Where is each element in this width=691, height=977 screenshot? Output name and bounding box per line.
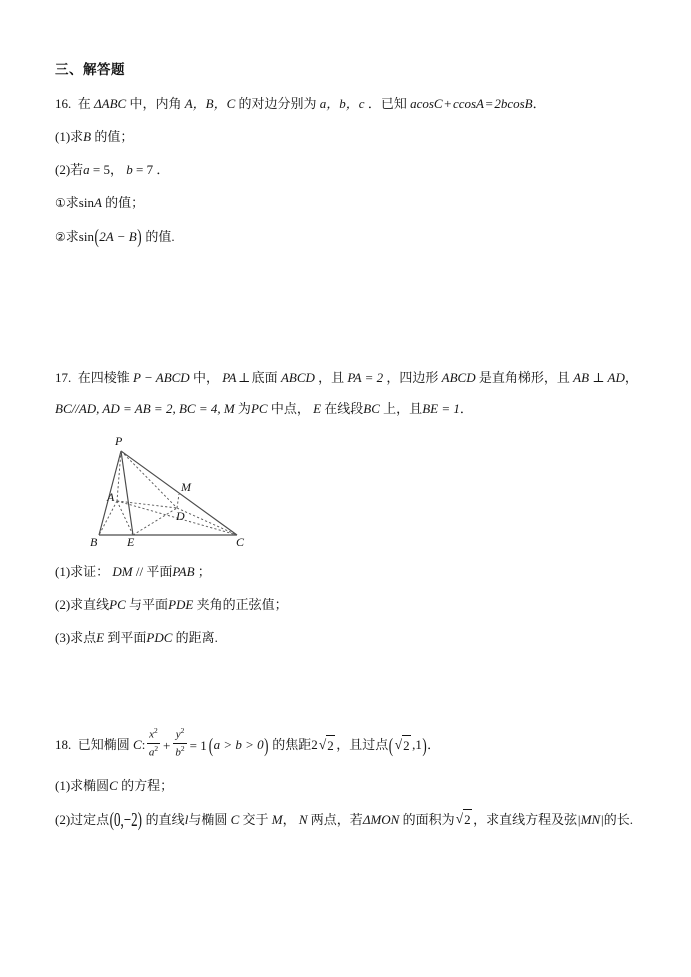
fixed-point-value: (0,−2): [109, 807, 142, 831]
problem-16-part-2: [55, 160, 645, 180]
part-1-suffix: 的值；: [94, 129, 134, 145]
solid-edges-group: [99, 451, 237, 535]
point-paren-close: ): [422, 733, 427, 757]
spacer-after-problem-17: [55, 661, 645, 727]
equation-plus: +: [444, 96, 452, 111]
p17-part-2-mid: 与平面: [129, 597, 169, 613]
numerator-y: y: [175, 729, 181, 742]
pyramid-name: P − ABCD: [133, 369, 190, 385]
plane-pdc: PDC: [146, 630, 173, 646]
figure-vertex-label-e: E: [127, 534, 135, 549]
problem-18-part-1: [55, 776, 645, 796]
angles-list: A，B，C: [184, 96, 236, 111]
numerator-x: x: [149, 729, 154, 742]
fraction-y-squared-over-b-squared: [173, 727, 186, 758]
edge-a-d: [117, 501, 177, 508]
p17-text-2: 中，: [192, 369, 219, 385]
base-abcd: ABCD: [280, 369, 315, 385]
p18-part-2-g: 的长.: [603, 811, 634, 827]
focal-radicand: 2: [326, 735, 336, 756]
p17-text-10: 在线段: [324, 400, 364, 416]
edge-a-b: [99, 501, 117, 535]
part-1-prefix: (1)求: [55, 129, 84, 145]
stem-text-2: 中，内角: [129, 96, 182, 111]
point-m: M: [271, 811, 283, 827]
document-content: [55, 58, 645, 843]
sub-1-suffix: 的值；: [105, 195, 145, 211]
sides-list: a，b，c: [319, 96, 365, 111]
a-exponent: 2: [154, 743, 159, 753]
p17-text-8: 为: [237, 400, 251, 416]
part-2-val-a: = 5，: [92, 162, 124, 178]
point-sqrt: [395, 735, 412, 756]
p18-focal-prefix: 的焦距: [272, 737, 312, 753]
problem-16-part-2-sub-1: [55, 193, 645, 213]
triangle-abc: ΔABC: [94, 96, 127, 111]
p17-text-1: 在四棱锥: [77, 369, 130, 385]
p18-part-1-prefix: (1)求椭圆: [55, 777, 110, 793]
equation-equals: =: [485, 96, 493, 111]
problem-18-number: 18.: [55, 737, 72, 753]
ellipse-name-3: C: [230, 811, 240, 827]
point-radicand: 2: [402, 735, 412, 756]
point-n: N: [298, 811, 308, 827]
problem-18: [55, 727, 645, 830]
problem-17: [55, 368, 645, 649]
stem-text-4: ．已知: [367, 96, 407, 111]
sub-1-prefix: 求: [65, 195, 79, 211]
line-l: l: [184, 811, 189, 827]
segment-pc: PC: [250, 400, 268, 416]
ellipse-equals-one: = 1: [189, 737, 207, 753]
problem-17-stem-line-1: [55, 368, 645, 388]
p17-given-measurements: BC//AD, AD = AB = 2, BC = 4, M: [55, 400, 235, 416]
y-exponent: 2: [180, 726, 185, 736]
paren-open: (: [94, 224, 99, 248]
sub-2-argument: 2A − B: [99, 228, 137, 244]
parallel-symbol: //: [135, 563, 144, 579]
part-2-val-b: = 7 ．: [136, 162, 170, 178]
figure-vertex-label-c: C: [236, 534, 245, 549]
edge-e-d: [133, 508, 177, 535]
ellipse-condition: a > b > 0: [213, 737, 264, 753]
quad-abcd: ABCD: [441, 369, 476, 385]
figure-vertex-label-d: D: [176, 508, 185, 523]
problem-16-stem: [55, 94, 645, 114]
problem-17-number: 17.: [55, 369, 72, 385]
segment-dm: DM: [112, 563, 133, 579]
figure-vertex-label-m: M: [181, 479, 191, 494]
problem-17-part-2: [55, 595, 645, 615]
p17-text-3: 底面: [251, 369, 278, 385]
circled-one-marker: ①: [55, 196, 66, 211]
ellipse-name: C: [133, 737, 142, 753]
p18-comma: ，: [282, 811, 296, 827]
focal-coefficient: 2: [311, 737, 318, 753]
triangle-mon: ΔMON: [362, 811, 400, 827]
figure-vertex-label-p: P: [115, 433, 123, 448]
plane-pde: PDE: [168, 597, 194, 613]
circled-two-marker: ②: [55, 229, 66, 244]
spacer-after-problem-16: [55, 260, 645, 368]
problem-17-stem-line-2: [55, 399, 645, 419]
cond-paren-close: ): [264, 733, 269, 757]
part-2-var-b: b: [126, 162, 133, 178]
sine-function-2: sin: [78, 228, 94, 244]
p17-part-3-prefix: (3)求点: [55, 630, 97, 646]
part-1-variable: B: [83, 129, 92, 145]
problem-18-stem: [55, 727, 645, 758]
p17-text-11: 上，且: [383, 400, 423, 416]
area-sqrt: [456, 809, 473, 830]
p18-part-2-a: 的直线: [145, 811, 185, 827]
equation-rhs: 2bcosB: [494, 96, 533, 111]
figure-vertex-label-b: B: [90, 534, 98, 549]
ellipse-plus: +: [163, 737, 171, 753]
problem-17-part-3: [55, 628, 645, 648]
problem-18-part-2: [55, 809, 645, 830]
segment-pa: PA: [222, 369, 237, 385]
p17-part-3-mid: 到平面: [107, 630, 147, 646]
ellipse-name-2: C: [109, 777, 118, 793]
p18-part-2-d: 两点，若: [310, 811, 363, 827]
denominator-b: b: [175, 746, 181, 759]
segment-bc: BC: [363, 400, 380, 416]
dashed-edges-group: [99, 451, 237, 535]
pyramid-figure: [77, 430, 277, 550]
pa-length: PA = 2: [347, 369, 384, 385]
p18-part-2-f: ，求直线方程及弦: [473, 811, 578, 827]
focal-sqrt: [319, 735, 336, 756]
x-exponent: 2: [154, 726, 158, 736]
chord-mn: |MN|: [577, 811, 604, 827]
paren-close: ): [137, 224, 142, 248]
p17-text-9: 中点，: [270, 400, 310, 416]
sub-1-angle: A: [93, 195, 102, 211]
edge-p-d: [121, 451, 177, 508]
part-2-var-a: a: [83, 162, 90, 178]
p17-part-1-prefix: (1)求证：: [55, 563, 110, 579]
point-e-2: E: [96, 630, 105, 646]
problem-16-number: 16.: [55, 96, 72, 111]
problem-16: [55, 94, 645, 247]
p18-through-text: ，且过点: [336, 737, 389, 753]
edge-d-m: [177, 494, 179, 508]
p17-part-1-end: ；: [197, 563, 211, 579]
line-pc: PC: [109, 597, 126, 613]
section-heading: 三、解答题: [55, 62, 125, 78]
sub-2-suffix: 的值.: [145, 228, 175, 244]
p17-part-1-plane-word: 平面: [146, 563, 173, 579]
p17-text-6: 是直角梯形，且: [478, 369, 570, 385]
p18-text-1: 已知椭圆: [77, 737, 130, 753]
stem-text-3: 的对边分别为: [238, 96, 317, 111]
problem-17-part-1: [55, 562, 645, 582]
p18-part-2-c: 交于: [242, 811, 269, 827]
p18-part-2-b: 与椭圆: [188, 811, 228, 827]
p18-part-2-prefix: (2)过定点: [55, 811, 110, 827]
cond-paren-open: (: [208, 733, 214, 757]
p17-part-3-suffix: 的距离.: [175, 630, 218, 646]
p17-text-5: ，四边形: [386, 369, 439, 385]
point-paren-open: (: [388, 733, 394, 757]
area-radicand: 2: [463, 809, 473, 830]
p17-text-7: ，: [624, 369, 638, 385]
plane-pab: PAB: [172, 563, 195, 579]
part-2-prefix: (2)若: [55, 162, 84, 178]
edge-d-c: [177, 508, 237, 535]
p17-text-4: ，且: [318, 369, 345, 385]
point-rest: ,1: [412, 737, 422, 753]
p18-period: ．: [427, 737, 441, 753]
denominator-a: a: [148, 746, 155, 759]
be-length: BE = 1: [422, 400, 460, 416]
fraction-x-squared-over-a-squared: [147, 727, 160, 758]
sine-function: sin: [78, 195, 94, 211]
ab-perp-ad: AB ⊥ AD: [573, 369, 625, 385]
sub-2-prefix: 求: [65, 228, 79, 244]
figure-vertex-label-a: A: [107, 489, 115, 504]
perpendicular-symbol: ⊥: [237, 369, 251, 385]
p17-part-2-suffix: 夹角的正弦值；: [196, 597, 288, 613]
stem-text-5: ．: [532, 96, 546, 111]
b-exponent: 2: [180, 743, 185, 753]
point-e: E: [313, 400, 322, 416]
problem-16-part-2-sub-2: [55, 224, 645, 248]
problem-16-part-1: [55, 127, 645, 147]
equation-lhs-1: acosC: [410, 96, 443, 111]
colon-symbol: :: [141, 737, 146, 753]
p17-text-12: ．: [459, 400, 473, 416]
equation-lhs-2: ccosA: [452, 96, 484, 111]
p18-part-1-suffix: 的方程；: [121, 777, 174, 793]
stem-text-1: 在: [77, 96, 91, 111]
p18-part-2-e: 的面积为: [402, 811, 455, 827]
p17-part-2-prefix: (2)求直线: [55, 597, 110, 613]
